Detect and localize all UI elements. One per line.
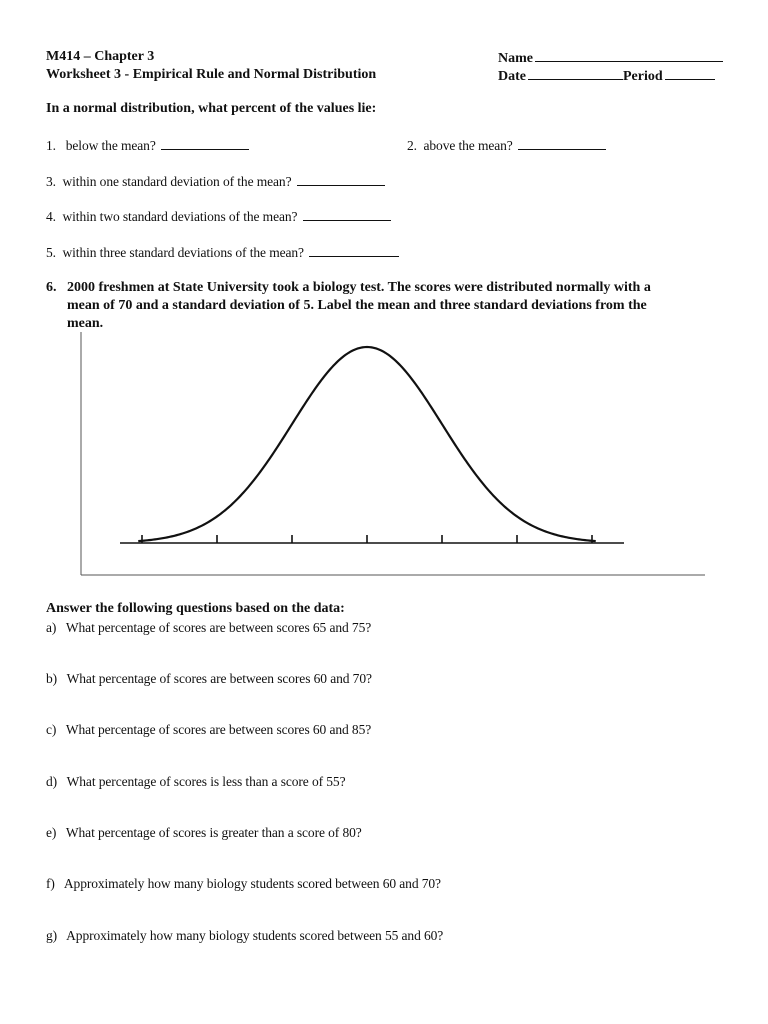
question-text: Approximately how many biology students scored between 55 and 60? xyxy=(66,928,444,943)
question-letter: c) xyxy=(46,722,57,737)
data-question-g xyxy=(46,928,443,944)
problem-6-line-2: mean of 70 and a standard deviation of 5. Label the mean and three standard deviations from the xyxy=(67,298,647,313)
intro-text: In a normal distribution, what percent of the values lie: xyxy=(46,101,377,116)
name-label: Name xyxy=(498,51,533,66)
question-letter: d) xyxy=(46,774,58,789)
question-text: What percentage of scores are between scores 60 and 70? xyxy=(66,671,372,686)
question-number: 5. xyxy=(46,245,56,260)
question-text: What percentage of scores are between scores 60 and 85? xyxy=(65,722,372,737)
question-letter: g) xyxy=(46,928,58,943)
question-text: What percentage of scores is less than a score of 55? xyxy=(66,774,346,789)
question-letter: e) xyxy=(46,825,57,840)
problem-6-line-3: mean. xyxy=(67,316,104,331)
question-text: above the mean? xyxy=(423,138,513,153)
data-question-c xyxy=(46,722,371,738)
question-number: 1. xyxy=(46,138,56,153)
course-label: M414 – Chapter 3 xyxy=(46,49,155,64)
data-question-b xyxy=(46,671,372,687)
question-text: within three standard deviations of the mean? xyxy=(62,245,304,260)
question-letter: f) xyxy=(46,876,55,891)
question-text: below the mean? xyxy=(65,138,156,153)
data-question-f xyxy=(46,876,441,892)
question-letter: b) xyxy=(46,671,58,686)
question-text: What percentage of scores are between scores 65 and 75? xyxy=(65,620,372,635)
question-text: Approximately how many biology students scored between 60 and 70? xyxy=(63,876,441,891)
worksheet-title: Worksheet 3 - Empirical Rule and Normal Distribution xyxy=(46,67,377,82)
question-text: What percentage of scores is greater than a score of 80? xyxy=(65,825,362,840)
question-text: within one standard deviation of the mean? xyxy=(62,174,292,189)
data-question-e xyxy=(46,825,362,841)
question-number: 4. xyxy=(46,209,56,224)
problem-6-line-1: 2000 freshmen at State University took a biology test. The scores were distributed normally with a xyxy=(67,280,651,295)
question-number: 2. xyxy=(407,138,417,153)
question-letter: a) xyxy=(46,620,57,635)
problem-6-number: 6. xyxy=(46,280,57,295)
data-section-heading: Answer the following questions based on the data: xyxy=(46,601,345,616)
bell-curve xyxy=(138,347,596,541)
data-question-d xyxy=(46,774,345,790)
data-question-a xyxy=(46,620,371,636)
question-number: 3. xyxy=(46,174,56,189)
question-text: within two standard deviations of the mean? xyxy=(62,209,298,224)
sd-ticks xyxy=(142,535,592,543)
period-label: Period xyxy=(623,69,663,84)
date-label: Date xyxy=(498,69,526,84)
